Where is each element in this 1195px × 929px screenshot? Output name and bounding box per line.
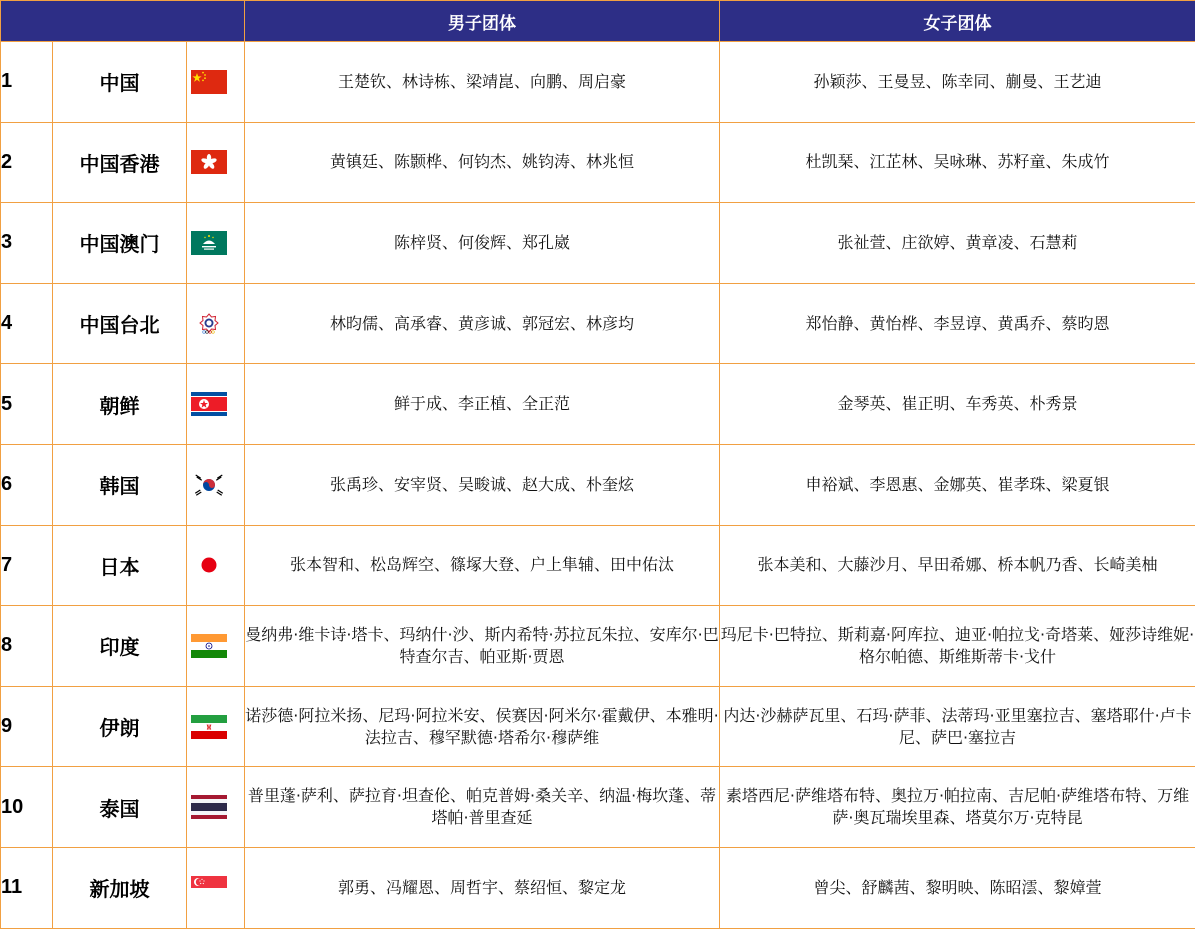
women-team-players: 玛尼卡·巴特拉、斯莉嘉·阿库拉、迪亚·帕拉戈·奇塔莱、娅莎诗维妮·格尔帕德、斯维斯蒂卡·戈什 xyxy=(720,606,1195,687)
women-team-players: 杜凯琹、江芷林、吴咏琳、苏籽童、朱成竹 xyxy=(720,122,1195,203)
table-row xyxy=(1,847,1195,928)
china-flag-icon xyxy=(191,70,227,94)
rank-cell: 1 xyxy=(1,42,53,123)
table-row xyxy=(1,364,1195,445)
rank-cell: 5 xyxy=(1,364,53,445)
header-men-team: 男子团体 xyxy=(245,1,720,42)
country-name: 伊朗 xyxy=(53,686,187,767)
rank-cell: 8 xyxy=(1,606,53,687)
flag-cell xyxy=(187,606,245,687)
women-team-players: 张本美和、大藤沙月、早田希娜、桥本帆乃香、长崎美柚 xyxy=(720,525,1195,606)
india-flag-icon xyxy=(191,634,227,658)
table-header xyxy=(1,1,1195,42)
flag-cell xyxy=(187,686,245,767)
women-team-players: 金琴英、崔正明、车秀英、朴秀景 xyxy=(720,364,1195,445)
men-team-players: 普里蓬·萨利、萨拉育·坦查伦、帕克普姆·桑关辛、纳温·梅坎蓬、蒂塔帕·普里查延 xyxy=(245,767,720,848)
women-team-players: 曾尖、舒麟茜、黎明映、陈昭澐、黎嫜萱 xyxy=(720,847,1195,928)
men-team-players: 黄镇廷、陈颢桦、何钧杰、姚钧涛、林兆恒 xyxy=(245,122,720,203)
country-name: 中国澳门 xyxy=(53,203,187,284)
country-name: 朝鲜 xyxy=(53,364,187,445)
women-team-players: 张祉萱、庄欲婷、黄章凌、石慧莉 xyxy=(720,203,1195,284)
flag-cell xyxy=(187,525,245,606)
table-row xyxy=(1,42,1195,123)
country-name: 新加坡 xyxy=(53,847,187,928)
men-team-players: 张禹珍、安宰贤、吴畯诚、赵大成、朴奎炫 xyxy=(245,444,720,525)
table-row xyxy=(1,686,1195,767)
table-row xyxy=(1,203,1195,284)
north-korea-flag-icon xyxy=(191,392,227,416)
men-team-players: 诺莎德·阿拉米扬、尼玛·阿拉米安、侯赛因·阿米尔·霍戴伊、本雅明·法拉吉、穆罕默德·塔希尔·穆萨维 xyxy=(245,686,720,767)
women-team-players: 郑怡静、黄怡桦、李昱谆、黄禹乔、蔡昀恩 xyxy=(720,283,1195,364)
country-name: 中国 xyxy=(53,42,187,123)
flag-cell xyxy=(187,847,245,928)
table-row xyxy=(1,606,1195,687)
table-row xyxy=(1,767,1195,848)
table-row xyxy=(1,444,1195,525)
country-name: 中国台北 xyxy=(53,283,187,364)
country-name: 日本 xyxy=(53,525,187,606)
iran-flag-icon xyxy=(191,715,227,739)
country-name: 泰国 xyxy=(53,767,187,848)
hong-kong-flag-icon xyxy=(191,150,227,174)
women-team-players: 孙颖莎、王曼昱、陈幸同、蒯曼、王艺迪 xyxy=(720,42,1195,123)
header-row xyxy=(1,1,1195,42)
flag-cell xyxy=(187,283,245,364)
macau-flag-icon xyxy=(191,231,227,255)
men-team-players: 曼纳弗·维卡诗·塔卡、玛纳什·沙、斯内希特·苏拉瓦朱拉、安库尔·巴特查尔吉、帕亚斯·贾恩 xyxy=(245,606,720,687)
table-row xyxy=(1,283,1195,364)
country-name: 中国香港 xyxy=(53,122,187,203)
south-korea-flag-icon xyxy=(191,473,227,497)
men-team-players: 张本智和、松岛辉空、篠塚大登、户上隼辅、田中佑汰 xyxy=(245,525,720,606)
japan-flag-icon xyxy=(191,553,227,577)
men-team-players: 林昀儒、高承睿、黄彦诚、郭冠宏、林彦均 xyxy=(245,283,720,364)
men-team-players: 郭勇、冯耀恩、周哲宇、蔡绍恒、黎定龙 xyxy=(245,847,720,928)
chinese-taipei-emblem-icon xyxy=(191,312,227,336)
flag-cell xyxy=(187,122,245,203)
header-women-team: 女子团体 xyxy=(720,1,1195,42)
singapore-flag-icon xyxy=(191,876,227,900)
men-team-players: 鲜于成、李正植、全正范 xyxy=(245,364,720,445)
women-team-players: 内达·沙赫萨瓦里、石玛·萨菲、法蒂玛·亚里塞拉吉、塞塔耶什·卢卡尼、萨巴·塞拉吉 xyxy=(720,686,1195,767)
women-team-players: 素塔西尼·萨维塔布特、奥拉万·帕拉南、吉尼帕·萨维塔布特、万维萨·奥瓦瑞埃里森、塔莫尔万·克特昆 xyxy=(720,767,1195,848)
country-name: 韩国 xyxy=(53,444,187,525)
header-blank-cell xyxy=(1,1,245,42)
table-row xyxy=(1,525,1195,606)
table-body xyxy=(1,42,1195,929)
flag-cell xyxy=(187,203,245,284)
table-row xyxy=(1,122,1195,203)
rank-cell: 2 xyxy=(1,122,53,203)
men-team-players: 王楚钦、林诗栋、梁靖崑、向鹏、周启豪 xyxy=(245,42,720,123)
rank-cell: 9 xyxy=(1,686,53,767)
rank-cell: 3 xyxy=(1,203,53,284)
rank-cell: 11 xyxy=(1,847,53,928)
rank-cell: 10 xyxy=(1,767,53,848)
rank-cell: 4 xyxy=(1,283,53,364)
thailand-flag-icon xyxy=(191,795,227,819)
rank-cell: 6 xyxy=(1,444,53,525)
flag-cell xyxy=(187,444,245,525)
men-team-players: 陈梓贤、何俊辉、郑孔崴 xyxy=(245,203,720,284)
flag-cell xyxy=(187,767,245,848)
country-name: 印度 xyxy=(53,606,187,687)
women-team-players: 申裕斌、李恩惠、金娜英、崔孝珠、梁夏银 xyxy=(720,444,1195,525)
flag-cell xyxy=(187,364,245,445)
flag-cell xyxy=(187,42,245,123)
rank-cell: 7 xyxy=(1,525,53,606)
